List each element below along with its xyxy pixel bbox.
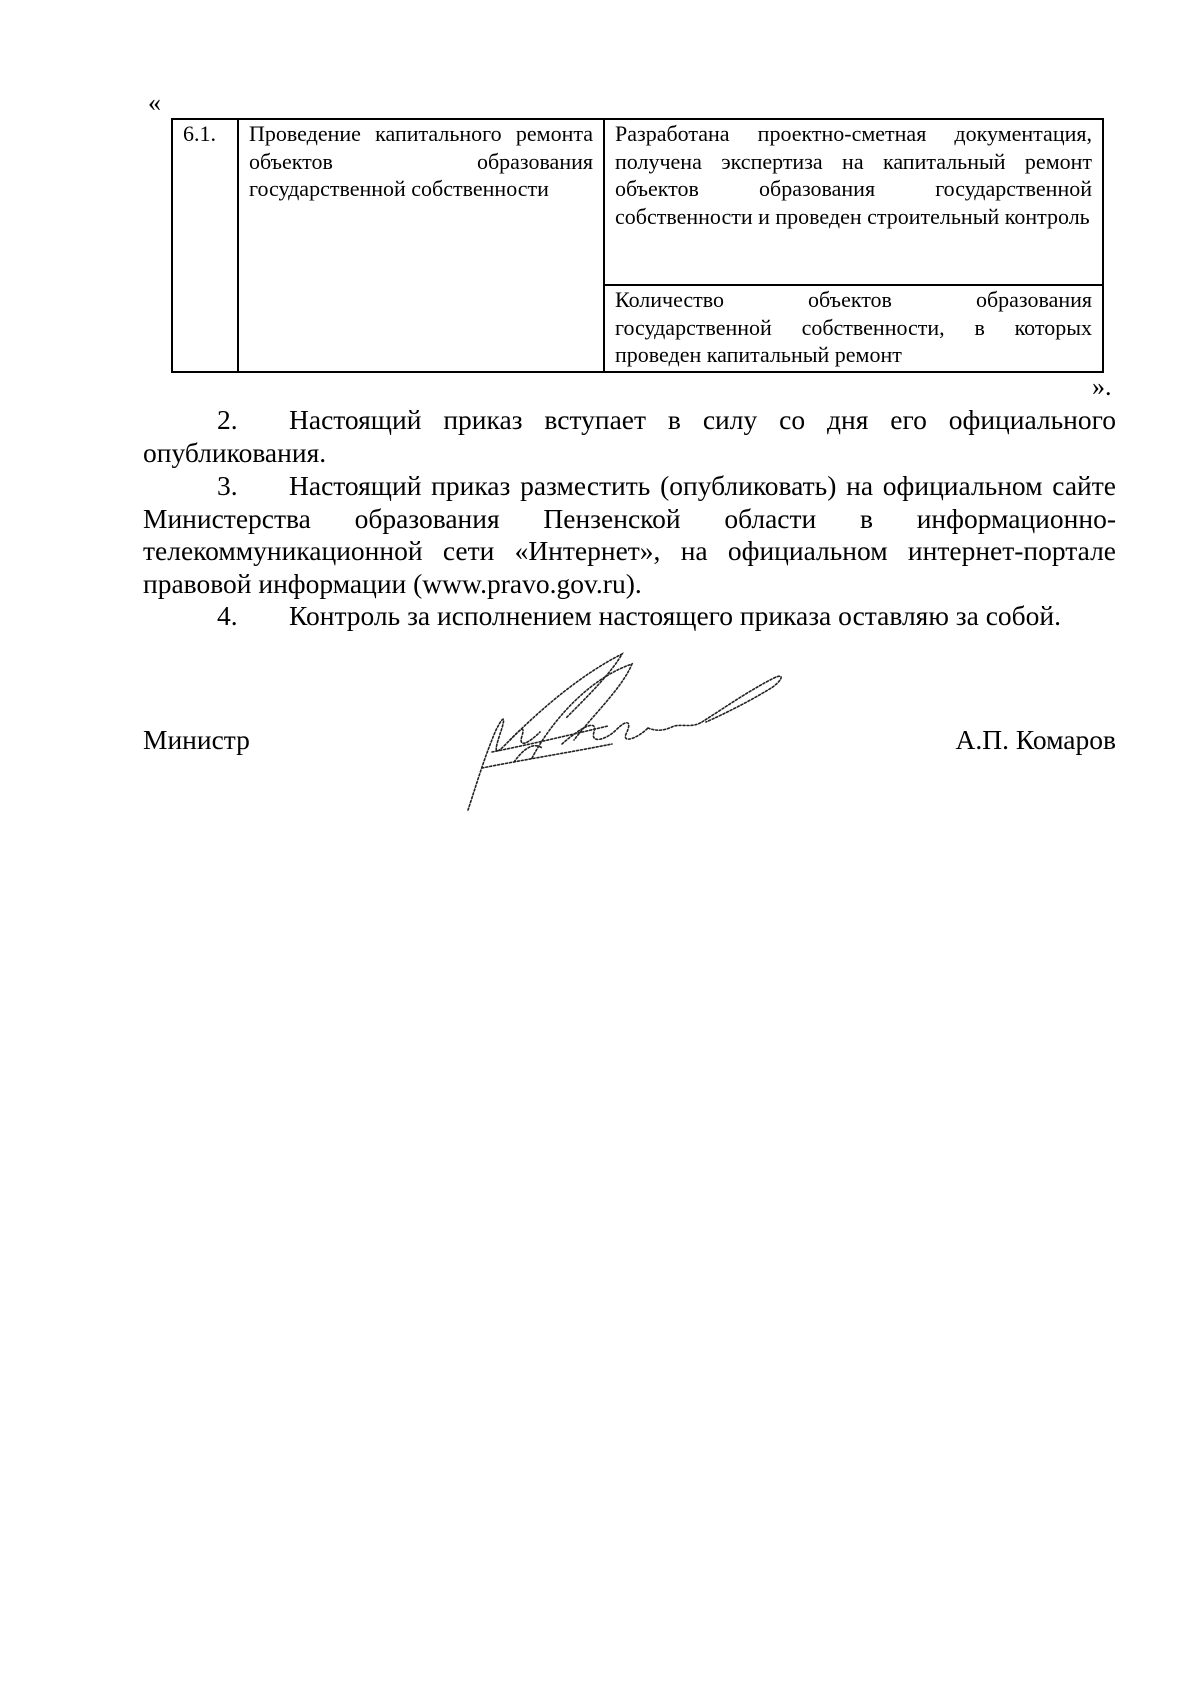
paragraph-text: Настоящий приказ разместить (опубликовать) на официальном сайте Министерства образования Пензенской области в информационно-телекоммуникационной сети «Интернет», на официальном интернет-портале правовой информации (www.pravo.gov.ru). [143, 470, 1116, 599]
paragraph-number: 2. [217, 404, 238, 435]
signer-position: Министр [143, 724, 250, 755]
paragraph-text: Настоящий приказ вступает в силу со дня его официального опубликования. [143, 404, 1116, 468]
paragraph-number: 3. [217, 470, 238, 501]
result-cell-1: Разработана проектно-сметная документация, получена экспертиза на капитальный ремонт объектов образования государственной собственности и проведен строительный контроль [604, 119, 1103, 285]
row-number-cell: 6.1. [172, 119, 238, 372]
paragraph-2 [143, 404, 1116, 469]
paragraph-4 [143, 600, 1116, 633]
paragraph-3 [143, 470, 1116, 600]
row-name-cell: Проведение капитального ремонта объектов образования государственной собственности [238, 119, 604, 372]
handwritten-signature [462, 648, 798, 818]
paragraph-text: Контроль за исполнением настоящего приказа оставляю за собой. [289, 600, 1061, 631]
paragraph-number: 4. [217, 600, 238, 631]
table-row [172, 119, 1103, 285]
result-cell-2: Количество объектов образования государственной собственности, в которых проведен капитальный ремонт [604, 285, 1103, 372]
signer-name: А.П. Комаров [955, 724, 1116, 755]
closing-quote-mark: ». [1092, 372, 1112, 401]
opening-quote-mark: « [148, 88, 161, 117]
amendment-table [171, 118, 1104, 373]
